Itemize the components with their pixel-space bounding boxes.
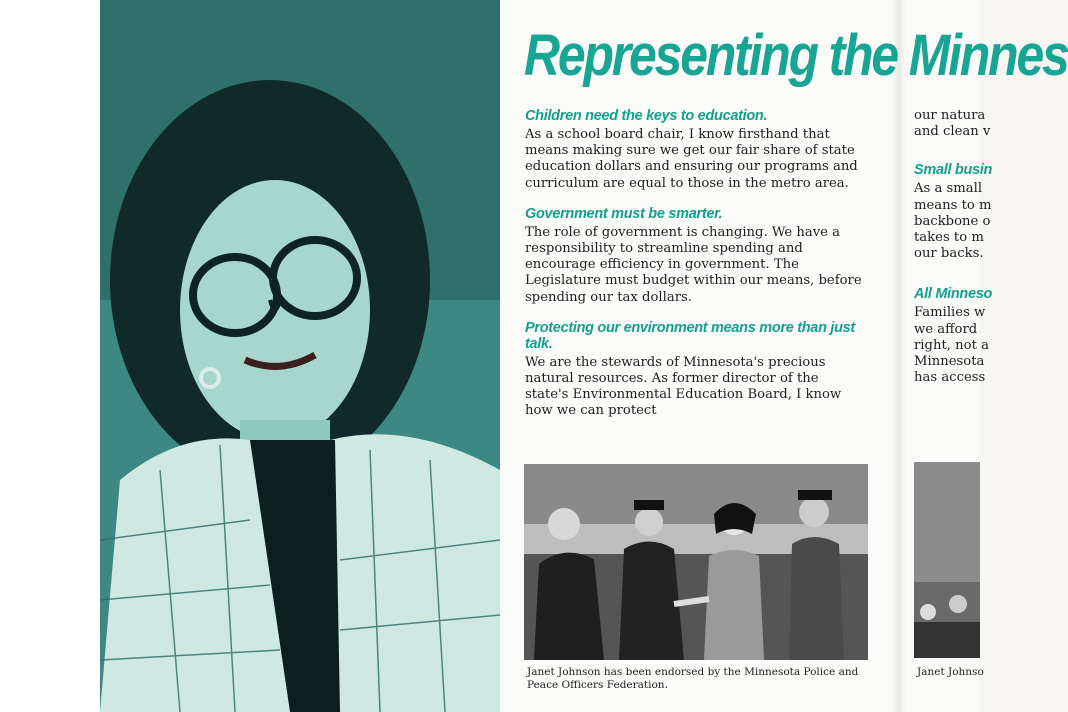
section-small-business [914,162,993,262]
police-endorsement-photo [524,464,868,660]
portrait-photo [100,0,500,712]
page-headline: Representing the Minnes [524,23,1068,88]
section-heading: Small busin [914,162,993,179]
text-line: takes to m [914,230,984,246]
section-body: As a school board chair, I know firsthand that means making sure we get our fair share of state education dollars and ensuring our programs and curriculum are equal to those in the metro area. [525,127,858,191]
text-line: our natura [914,108,986,123]
section-environment [525,320,865,420]
section-heading: Government must be smarter. [525,205,723,222]
text-column [525,108,865,434]
text-line: our backs. [914,246,984,262]
text-line: right, not a [914,337,989,353]
scan-margin [0,0,100,712]
text-line: Families w [914,305,986,321]
text-line: As a small [914,181,983,197]
section-education [525,108,865,192]
text-line: backbone o [914,213,991,229]
portrait-illustration [100,0,500,712]
text-line: means to m [914,197,992,213]
page-fold [892,0,906,712]
section-heading: Protecting our environment means more than just talk. [525,319,855,352]
intro-fragment [914,108,991,140]
text-line: we afford [914,321,978,337]
section-heading: Children need the keys to education. [525,108,768,124]
section-government [525,206,865,306]
cropped-photo [914,462,980,658]
photo-illustration [524,464,868,660]
text-column-cropped [914,108,993,408]
text-line: has access [914,370,986,386]
cropped-photo-illustration [914,462,980,658]
section-body: We are the stewards of Minnesota's precious natural resources. As former director of the state's Environmental Education Board, I know how we can protect [525,354,842,419]
section-heading: All Minneso [914,286,993,303]
section-body: The role of government is changing. We have a responsibility to streamline spending and encourage efficiency in government. The Legislature must budget within our means, before spending our tax dollars. [525,224,862,305]
text-line: and clean v [914,124,991,140]
photo-caption: Janet Johnson has been endorsed by the Minnesota Police and Peace Officers Federation. [527,666,859,691]
photo-caption-cropped: Janet Johnso [917,666,984,678]
text-line: Minnesota [914,354,985,370]
section-all-minnesotans [914,286,993,386]
